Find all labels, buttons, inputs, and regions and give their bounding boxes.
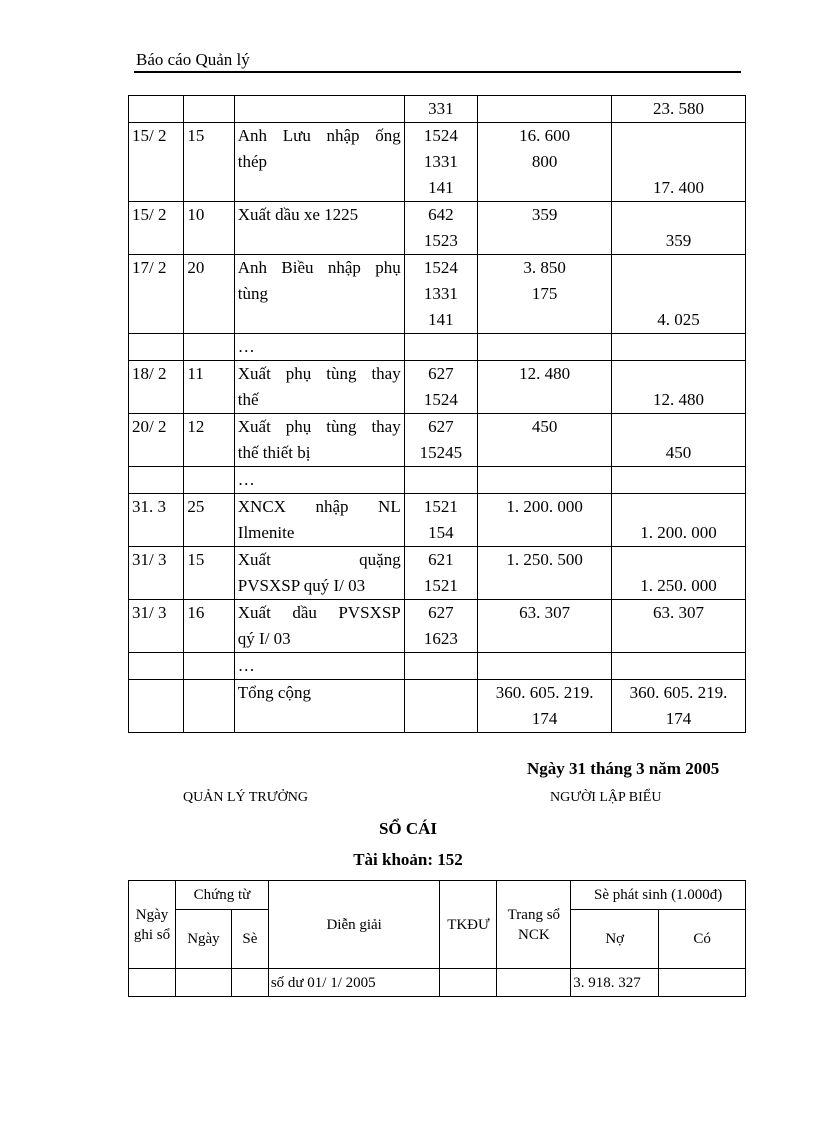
row-account — [404, 361, 477, 414]
row-voucher-no-line — [187, 467, 233, 493]
row-credit-line: 4. 025 — [657, 310, 700, 329]
row-account — [404, 494, 477, 547]
row-debit-line — [478, 520, 611, 546]
row-credit — [612, 334, 746, 361]
row-date-line — [132, 680, 183, 706]
row-credit — [612, 255, 746, 334]
row-voucher-no-line: 25 — [187, 497, 205, 516]
row-debit-line: 3. 850 — [523, 258, 566, 277]
row-date — [129, 680, 184, 733]
row-debit — [478, 467, 612, 494]
row-account — [404, 96, 477, 123]
row-description-line: Xuất phụ tùng thay — [237, 364, 401, 383]
row-description-line: Ilmenite — [237, 523, 295, 542]
page-header-title: Báo cáo Quản lý — [136, 50, 250, 69]
row-credit — [612, 494, 746, 547]
row-credit — [612, 467, 746, 494]
row-debit — [478, 361, 612, 414]
row-voucher-no — [184, 600, 234, 653]
row-voucher-no — [184, 202, 234, 255]
row-credit-line — [612, 653, 745, 679]
ledger-row-voucher-date — [175, 969, 231, 997]
signature-date: Ngày 31 tháng 3 năm 2005 — [527, 759, 720, 778]
row-account — [404, 653, 477, 680]
row-credit — [612, 361, 746, 414]
row-account-line: 642 — [428, 205, 454, 224]
row-credit-line — [612, 547, 745, 573]
row-voucher-no-line: 11 — [187, 364, 204, 383]
row-account-line: 627 — [428, 364, 454, 383]
row-description-line: Tổng cộng — [237, 683, 311, 702]
row-voucher-no-line: 20 — [187, 258, 205, 277]
row-credit-line — [612, 361, 745, 387]
header-tkdu-cell: TKĐƯ — [440, 881, 497, 969]
row-credit-line — [612, 414, 745, 440]
row-account-line — [405, 467, 477, 493]
row-debit-line — [478, 175, 611, 201]
row-description — [234, 600, 404, 653]
general-ledger-table — [128, 880, 746, 997]
row-date-line: 17/ 2 — [132, 258, 167, 277]
row-debit-line — [478, 334, 611, 360]
row-debit — [478, 653, 612, 680]
row-debit-line: 450 — [531, 417, 558, 436]
row-debit-line: 359 — [531, 205, 558, 224]
row-voucher-no — [184, 123, 234, 202]
row-date — [129, 467, 184, 494]
row-description-line: thế thiết bị — [237, 443, 311, 462]
row-date-line: 31/ 3 — [132, 603, 167, 622]
ledger-title: SỔ CÁI — [378, 819, 438, 838]
manager-title: QUẢN LÝ TRƯỞNG — [183, 790, 308, 805]
row-voucher-no — [184, 96, 234, 123]
row-debit — [478, 202, 612, 255]
row-credit — [612, 96, 746, 123]
row-voucher-no-line: 12 — [187, 417, 205, 436]
row-credit-line: 360. 605. 219. — [629, 683, 728, 702]
row-date-line: 15/ 2 — [132, 126, 167, 145]
row-date — [129, 255, 184, 334]
row-description-line: qý I/ 03 — [237, 629, 291, 648]
row-date-line: 18/ 2 — [132, 364, 167, 383]
row-debit-line: 175 — [531, 284, 558, 303]
row-credit-line: 17. 400 — [653, 178, 705, 197]
journal-table-body — [129, 96, 746, 733]
row-debit — [478, 334, 612, 361]
row-credit-line: 12. 480 — [653, 390, 705, 409]
journal-row — [129, 600, 746, 653]
header-voucher-no-cell: Sè — [231, 910, 268, 969]
row-description-line: … — [237, 470, 255, 489]
row-date — [129, 334, 184, 361]
row-description — [234, 96, 404, 123]
row-date — [129, 202, 184, 255]
row-credit-line — [612, 255, 745, 281]
journal-row — [129, 96, 746, 123]
row-credit-line: 23. 580 — [653, 99, 705, 118]
row-debit — [478, 96, 612, 123]
header-debit-cell: Nợ — [571, 910, 659, 969]
ledger-row-voucher-no — [231, 969, 268, 997]
row-voucher-no-line — [187, 653, 233, 679]
header-date-cell: Ngày ghi sổ — [129, 881, 176, 969]
journal-row — [129, 334, 746, 361]
row-description — [234, 123, 404, 202]
row-voucher-no-line: 15 — [187, 126, 205, 145]
header-page-cell: Trang sổ NCK — [497, 881, 571, 969]
row-date-line: 20/ 2 — [132, 417, 167, 436]
row-debit-line: 1. 200. 000 — [506, 497, 583, 516]
journal-row — [129, 361, 746, 414]
row-date — [129, 96, 184, 123]
ledger-row-page — [497, 969, 571, 997]
row-credit-line — [612, 149, 745, 175]
row-credit-line — [612, 626, 745, 652]
journal-row — [129, 123, 746, 202]
ledger-row — [129, 969, 746, 997]
row-description-line: thép — [237, 152, 268, 171]
preparer-title: NGƯỜI LẬP BIỂU — [550, 790, 662, 805]
row-debit-line: 800 — [531, 152, 558, 171]
row-date-line — [132, 653, 183, 679]
row-voucher-no — [184, 361, 234, 414]
journal-row — [129, 414, 746, 467]
journal-row — [129, 467, 746, 494]
row-account — [404, 334, 477, 361]
row-description — [234, 255, 404, 334]
ledger-header-row-1 — [129, 881, 746, 910]
row-voucher-no-line: 15 — [187, 550, 205, 569]
row-credit — [612, 123, 746, 202]
journal-row — [129, 547, 746, 600]
row-account-line: 1331 — [423, 284, 458, 303]
row-account-line: 141 — [428, 310, 454, 329]
row-description-line: thế — [237, 390, 259, 409]
row-account — [404, 414, 477, 467]
row-debit-line — [478, 387, 611, 413]
row-date-line — [132, 467, 183, 493]
row-voucher-no-line — [187, 96, 233, 122]
row-date — [129, 494, 184, 547]
row-date-line: 15/ 2 — [132, 205, 167, 224]
row-debit-line — [478, 440, 611, 466]
journal-row — [129, 653, 746, 680]
row-date — [129, 653, 184, 680]
row-description — [234, 653, 404, 680]
row-debit-line: 63. 307 — [519, 603, 571, 622]
row-credit-line: 359 — [665, 231, 692, 250]
row-date — [129, 547, 184, 600]
row-description-line: tùng — [237, 284, 269, 303]
row-description — [234, 202, 404, 255]
row-account-line: 627 — [428, 417, 454, 436]
ledger-account: Tài khoản: 152 — [353, 850, 463, 869]
row-account-line: 331 — [428, 99, 454, 118]
row-description-line: Anh Lưu nhập ống — [237, 126, 401, 145]
row-voucher-no — [184, 255, 234, 334]
row-credit-line — [612, 467, 745, 493]
row-voucher-no-line — [187, 680, 233, 706]
row-credit — [612, 600, 746, 653]
row-debit-line: 12. 480 — [519, 364, 571, 383]
row-account — [404, 600, 477, 653]
row-credit — [612, 202, 746, 255]
row-description — [234, 361, 404, 414]
row-account-line: 1331 — [423, 152, 458, 171]
ledger-row-date — [129, 969, 176, 997]
row-account-line — [405, 653, 477, 679]
row-credit-line — [612, 202, 745, 228]
ledger-row-credit — [659, 969, 746, 997]
row-account-line: 1524 — [423, 126, 458, 145]
row-description — [234, 467, 404, 494]
header-divider — [134, 71, 741, 73]
ledger-row-tkdu — [440, 969, 497, 997]
row-voucher-no — [184, 653, 234, 680]
row-debit-line: 360. 605. 219. — [495, 683, 594, 702]
row-description-line: … — [237, 656, 255, 675]
row-debit-line — [478, 626, 611, 652]
row-account-line — [405, 680, 477, 706]
row-account-line — [405, 334, 477, 360]
row-debit — [478, 414, 612, 467]
row-credit-line: 174 — [665, 709, 692, 728]
row-date-line — [132, 96, 183, 122]
row-debit-line: 1. 250. 500 — [506, 550, 583, 569]
row-voucher-no — [184, 494, 234, 547]
row-description-line — [238, 96, 401, 122]
journal-row — [129, 680, 746, 733]
ledger-row-debit: 3. 918. 327 — [571, 969, 659, 997]
header-desc-cell: Diễn giải — [268, 881, 440, 969]
row-description-line: Xuất phụ tùng thay — [237, 417, 401, 436]
row-debit-line: 174 — [531, 709, 558, 728]
row-debit-line — [478, 96, 611, 122]
row-account — [404, 202, 477, 255]
row-voucher-no — [184, 547, 234, 600]
row-credit — [612, 653, 746, 680]
row-credit-line — [612, 334, 745, 360]
row-description — [234, 680, 404, 733]
row-credit-line: 1. 200. 000 — [640, 523, 717, 542]
row-date-line: 31. 3 — [132, 497, 166, 516]
header-voucher-date-cell: Ngày — [175, 910, 231, 969]
row-description-line: Xuất dầu xe 1225 — [237, 205, 359, 224]
journal-row — [129, 494, 746, 547]
row-description-line: PVSXSP quý I/ 03 — [237, 576, 366, 595]
row-account-line: 1623 — [423, 629, 458, 648]
header-voucher-cell: Chứng từ — [175, 881, 268, 910]
row-description-line: Xuất quặng — [237, 550, 401, 569]
row-account — [404, 123, 477, 202]
row-credit-line — [612, 494, 745, 520]
row-description-line: Xuất dầu PVSXSP — [237, 603, 401, 622]
row-debit — [478, 600, 612, 653]
row-account-line: 1523 — [423, 231, 458, 250]
row-debit — [478, 680, 612, 733]
row-credit — [612, 414, 746, 467]
ledger-row-desc: số dư 01/ 1/ 2005 — [268, 969, 440, 997]
row-credit — [612, 680, 746, 733]
row-description-line: … — [237, 337, 255, 356]
row-voucher-no — [184, 467, 234, 494]
row-description-line: Anh Biều nhập phụ — [237, 258, 401, 277]
row-credit-line: 450 — [665, 443, 692, 462]
row-account-line: 1524 — [423, 390, 458, 409]
row-account-line: 621 — [428, 550, 454, 569]
row-account-line: 154 — [428, 523, 454, 542]
row-description — [234, 414, 404, 467]
row-date-line: 31/ 3 — [132, 550, 167, 569]
row-account-line: 1524 — [423, 258, 458, 277]
row-account — [404, 680, 477, 733]
row-account — [404, 467, 477, 494]
journal-table — [128, 95, 746, 733]
row-account-line: 627 — [428, 603, 454, 622]
journal-row — [129, 255, 746, 334]
row-voucher-no-line: 10 — [187, 205, 205, 224]
row-debit-line — [478, 307, 611, 333]
row-date-line — [132, 334, 183, 360]
row-description — [234, 494, 404, 547]
row-credit — [612, 547, 746, 600]
row-account — [404, 547, 477, 600]
row-credit-line: 1. 250. 000 — [640, 576, 717, 595]
row-debit-line — [478, 653, 611, 679]
row-description — [234, 334, 404, 361]
row-account-line: 1521 — [423, 497, 458, 516]
row-debit-line: 16. 600 — [519, 126, 571, 145]
row-debit-line — [478, 228, 611, 254]
row-description-line: XNCX nhập NL — [237, 497, 401, 516]
row-credit-line — [612, 281, 745, 307]
row-credit-line: 63. 307 — [653, 603, 705, 622]
row-debit-line — [478, 573, 611, 599]
row-voucher-no — [184, 414, 234, 467]
row-debit — [478, 494, 612, 547]
row-credit-line — [612, 123, 745, 149]
row-date — [129, 123, 184, 202]
row-voucher-no-line — [187, 334, 233, 360]
row-date — [129, 361, 184, 414]
journal-row — [129, 202, 746, 255]
row-debit — [478, 547, 612, 600]
header-amount-cell: Sè phát sinh (1.000đ) — [571, 881, 746, 910]
row-debit — [478, 123, 612, 202]
row-voucher-no — [184, 680, 234, 733]
row-voucher-no-line: 16 — [187, 603, 205, 622]
header-credit-cell: Có — [659, 910, 746, 969]
row-account-line: 15245 — [419, 443, 463, 462]
row-debit — [478, 255, 612, 334]
row-voucher-no — [184, 334, 234, 361]
row-account — [404, 255, 477, 334]
row-account-line: 1521 — [423, 576, 458, 595]
row-account-line: 141 — [428, 178, 454, 197]
row-debit-line — [478, 467, 611, 493]
row-description — [234, 547, 404, 600]
row-date — [129, 600, 184, 653]
row-date — [129, 414, 184, 467]
